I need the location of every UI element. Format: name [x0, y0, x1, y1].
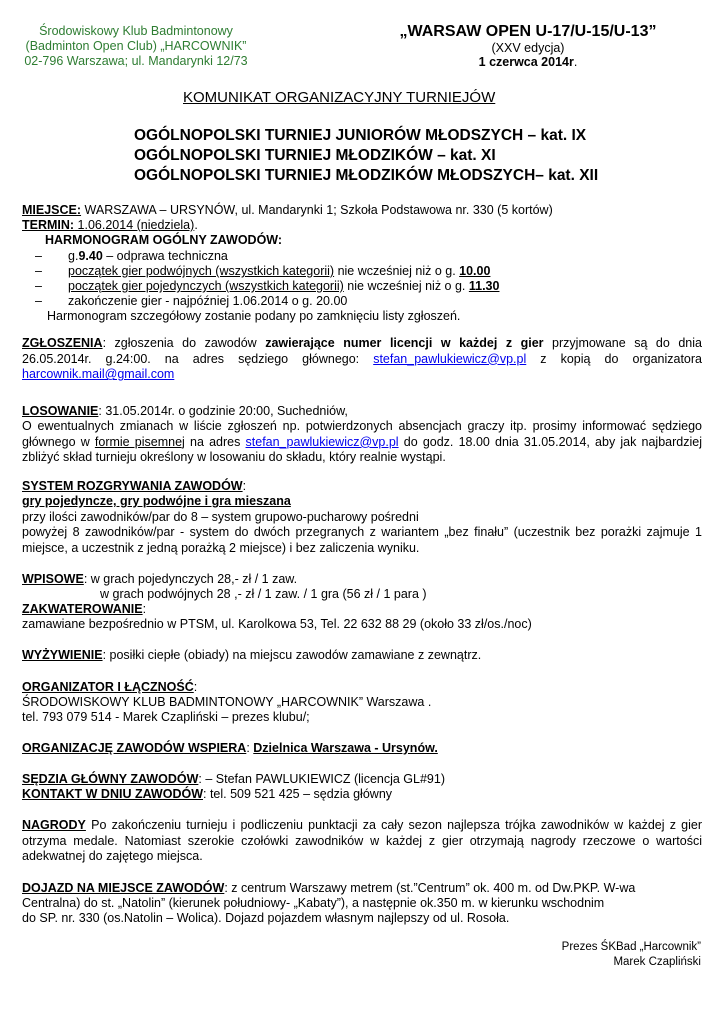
registration-text: : zgłoszenia do zawodów: [102, 336, 266, 350]
registration-label: ZGŁOSZENIA: [22, 336, 103, 350]
directions-label: DOJAZD NA MIEJSCE ZAWODÓW: [22, 881, 225, 895]
organizer-colon: :: [193, 680, 198, 694]
referee-email-link[interactable]: stefan_pawlukiewicz@vp.pl: [245, 434, 399, 449]
draw-text: O ewentualnych zmianach w liście zgłoszeń np. potwierdzonych absencjach graczy itp. prosimy informować sędziego głównego w: [22, 419, 702, 449]
schedule-item: [35, 294, 347, 309]
event-date-line: [380, 55, 676, 69]
contact-line: [22, 787, 392, 802]
supporter-colon: :: [246, 741, 254, 755]
referee-label: SĘDZIA GŁÓWNY ZAWODÓW: [22, 772, 199, 786]
venue-text: WARSZAWA – URSYNÓW, ul. Mandarynki 1; Szkoła Podstawowa nr. 330 (5 kortów): [81, 203, 553, 217]
schedule-item-time: 11.30: [468, 279, 500, 293]
signature-block: [562, 940, 701, 970]
organizer-label: ORGANIZATOR I ŁĄCZNOŚĆ: [22, 680, 194, 694]
catering-text: : posiłki ciepłe (obiady) na miejscu zawodów zamawiane z zewnątrz.: [102, 648, 482, 662]
organizer-name: ŚRODOWISKOWY KLUB BADMINTONOWY „HARCOWNIK” Warszawa .: [22, 695, 432, 709]
date-line: [22, 218, 198, 233]
directions-line-1: [22, 881, 635, 896]
schedule-item-text: zakończenie gier - najpóźniej 1.06.2014 o g. 20.00: [68, 294, 348, 308]
signature-name: Marek Czapliński: [613, 956, 701, 968]
directions-text: : z centrum Warszawy metrem (st.”Centrum” ok. 400 m. od Dw.PKP. W-wa: [224, 881, 636, 895]
system-heading: [22, 479, 246, 494]
draw-emphasis: formie pisemnej: [94, 434, 185, 449]
entry-fee-line-1: [22, 572, 297, 587]
referee-line: [22, 772, 445, 787]
signature-title: Prezes ŚKBad „Harcownik”: [561, 941, 701, 953]
schedule-item: [35, 249, 228, 264]
schedule-item-prefix: g.: [68, 249, 79, 263]
event-date: 1 czerwca 2014r: [478, 55, 574, 69]
tournament-title-2: OGÓLNOPOLSKI TURNIEJ MŁODZIKÓW – kat. XI: [134, 147, 496, 164]
organizer-email-link[interactable]: harcownik.mail@gmail.com: [22, 367, 175, 382]
system-rule-2: powyżej 8 zawodników/par - system do dwóch przegranych z wariantem „bez finału” (uczestnik bez porażki zajmuje 1 miejsce, a uczestnik z jedną porażką 2 miejsce) i bez zaliczenia wyniku.: [22, 525, 702, 555]
directions-line-2: Centralna) do st. „Natolin” (kierunek południowy- „Kabaty”), a następnie ok.350 m. w kierunku wschodnim: [22, 896, 605, 910]
date-text: 1.06.2014 (niedziela): [74, 218, 195, 232]
system-rule-1: przy ilości zawodników/par do 8 – system grupowo-pucharowy pośredni: [22, 510, 419, 524]
supporter-value: Dzielnica Warszawa - Ursynów.: [253, 741, 438, 755]
bullet-dash: –: [35, 279, 42, 293]
prizes-label: NAGRODY: [22, 818, 86, 832]
system-subheading: gry pojedyncze, gry podwójne i gra mieszana: [22, 494, 291, 508]
event-title: „WARSAW OPEN U-17/U-15/U-13”: [399, 23, 657, 40]
registration-text: z kopią do organizatora: [526, 351, 702, 366]
contact-text: : tel. 509 521 425 – sędzia główny: [203, 787, 393, 801]
directions-line-3: do SP. nr. 330 (os.Natolin – Wolica). Dojazd pojazdem własnym najlepszy od ul. Rosoła.: [22, 911, 510, 925]
entry-fee-line-2: w grach podwójnych 28 ,- zł / 1 zaw. / 1 gra (56 zł / 1 para ): [100, 587, 427, 601]
bullet-dash: –: [35, 249, 42, 263]
entry-fee-singles: : w grach pojedynczych 28,- zł / 1 zaw.: [83, 572, 298, 586]
bullet-dash: –: [35, 264, 42, 278]
organizer-heading: [22, 680, 197, 695]
registration-text: przyjmowane są do dnia 26.05.2014r. g.24:00. na adres sędziego głównego:: [22, 336, 702, 366]
draw-text: do godz. 18.00 dnia 31.05.2014, aby jak najbardziej zbliżyć skład turnieju określony w losowaniu do składu, który realnie wystąpi.: [22, 434, 702, 465]
event-header: [380, 22, 676, 69]
club-english-name: (Badminton Open Club) „HARCOWNIK”: [25, 39, 247, 53]
accommodation-colon: :: [142, 602, 147, 616]
system-colon: :: [242, 479, 247, 493]
schedule-note: Harmonogram szczegółowy zostanie podany po zamknięciu listy zgłoszeń.: [47, 309, 461, 323]
schedule-item-text: początek gier podwójnych (wszystkich kategorii): [68, 264, 335, 278]
system-label: SYSTEM ROZGRYWANIA ZAWODÓW: [22, 479, 243, 493]
schedule-item-time: 10.00: [459, 264, 491, 278]
club-header: [18, 24, 254, 69]
tournament-title-1: OGÓLNOPOLSKI TURNIEJ JUNIORÓW MŁODSZYCH – kat. IX: [134, 127, 587, 144]
prizes-text: Po zakończeniu turnieju i podliczeniu punktacji za cały sezon najlepsza trójka zawodników w każdej z gier otrzyma medale. Natomiast szerokie czołówki zawodników w każdej z gier otrzymają nagrody rzeczowe o wartości adekwatnej do zajętego miejsca.: [22, 818, 702, 864]
supporter-label: ORGANIZACJĘ ZAWODÓW WSPIERA: [22, 741, 247, 755]
schedule-item-text: początek gier pojedynczych (wszystkich kategorii): [68, 279, 344, 293]
date-end: .: [194, 218, 198, 232]
club-address: 02-796 Warszawa; ul. Mandarynki 12/73: [24, 54, 248, 68]
accommodation-heading: [22, 602, 146, 617]
draw-date: : 31.05.2014r. o godzinie 20:00, Suchedniów,: [98, 404, 348, 418]
date-label: TERMIN:: [22, 218, 75, 232]
catering-label: WYŻYWIENIE: [22, 648, 103, 662]
event-date-dot: .: [573, 55, 578, 69]
schedule-item: [35, 264, 490, 279]
draw-label: LOSOWANIE: [22, 404, 99, 418]
event-edition: (XXV edycja): [491, 41, 565, 55]
entry-fee-label: WPISOWE: [22, 572, 84, 586]
draw-line: [22, 404, 348, 419]
schedule-item-rest: nie wcześniej niż o g.: [334, 264, 460, 278]
club-name: Środowiskowy Klub Badmintonowy: [39, 24, 233, 38]
organizer-phone: tel. 793 079 514 - Marek Czapliński – prezes klubu/;: [22, 710, 310, 724]
venue-label: MIEJSCE:: [22, 203, 82, 217]
registration-emphasis: zawierające numer licencji w każdej z gier: [265, 336, 544, 350]
prizes-paragraph: [22, 818, 702, 865]
schedule-item-time: 9.40: [78, 249, 103, 263]
schedule-item-text: – odprawa techniczna: [102, 249, 228, 263]
tournament-title-3: OGÓLNOPOLSKI TURNIEJ MŁODZIKÓW MŁODSZYCH– kat. XII: [134, 167, 599, 184]
referee-text: : – Stefan PAWLUKIEWICZ (licencja GL#91): [198, 772, 446, 786]
bullet-dash: –: [35, 294, 42, 308]
accommodation-text: zamawiane bezpośrednio w PTSM, ul. Karolkowa 53, Tel. 22 632 88 29 (około 33 zł/os./noc): [22, 617, 532, 631]
referee-email-link[interactable]: stefan_pawlukiewicz@vp.pl: [373, 351, 527, 366]
draw-paragraph: [22, 419, 702, 466]
catering-line: [22, 648, 481, 663]
document-subtitle: KOMUNIKAT ORGANIZACYJNY TURNIEJÓW: [183, 89, 496, 106]
venue-line: [22, 203, 553, 218]
schedule-item-rest: nie wcześniej niż o g.: [343, 279, 469, 293]
draw-text: na adres: [184, 434, 246, 449]
schedule-title: HARMONOGRAM OGÓLNY ZAWODÓW:: [45, 233, 283, 247]
schedule-item: [35, 279, 499, 294]
contact-label: KONTAKT W DNIU ZAWODÓW: [22, 787, 203, 801]
supporter-line: [22, 741, 438, 756]
registration-section: [22, 336, 702, 383]
accommodation-label: ZAKWATEROWANIE: [22, 602, 143, 616]
